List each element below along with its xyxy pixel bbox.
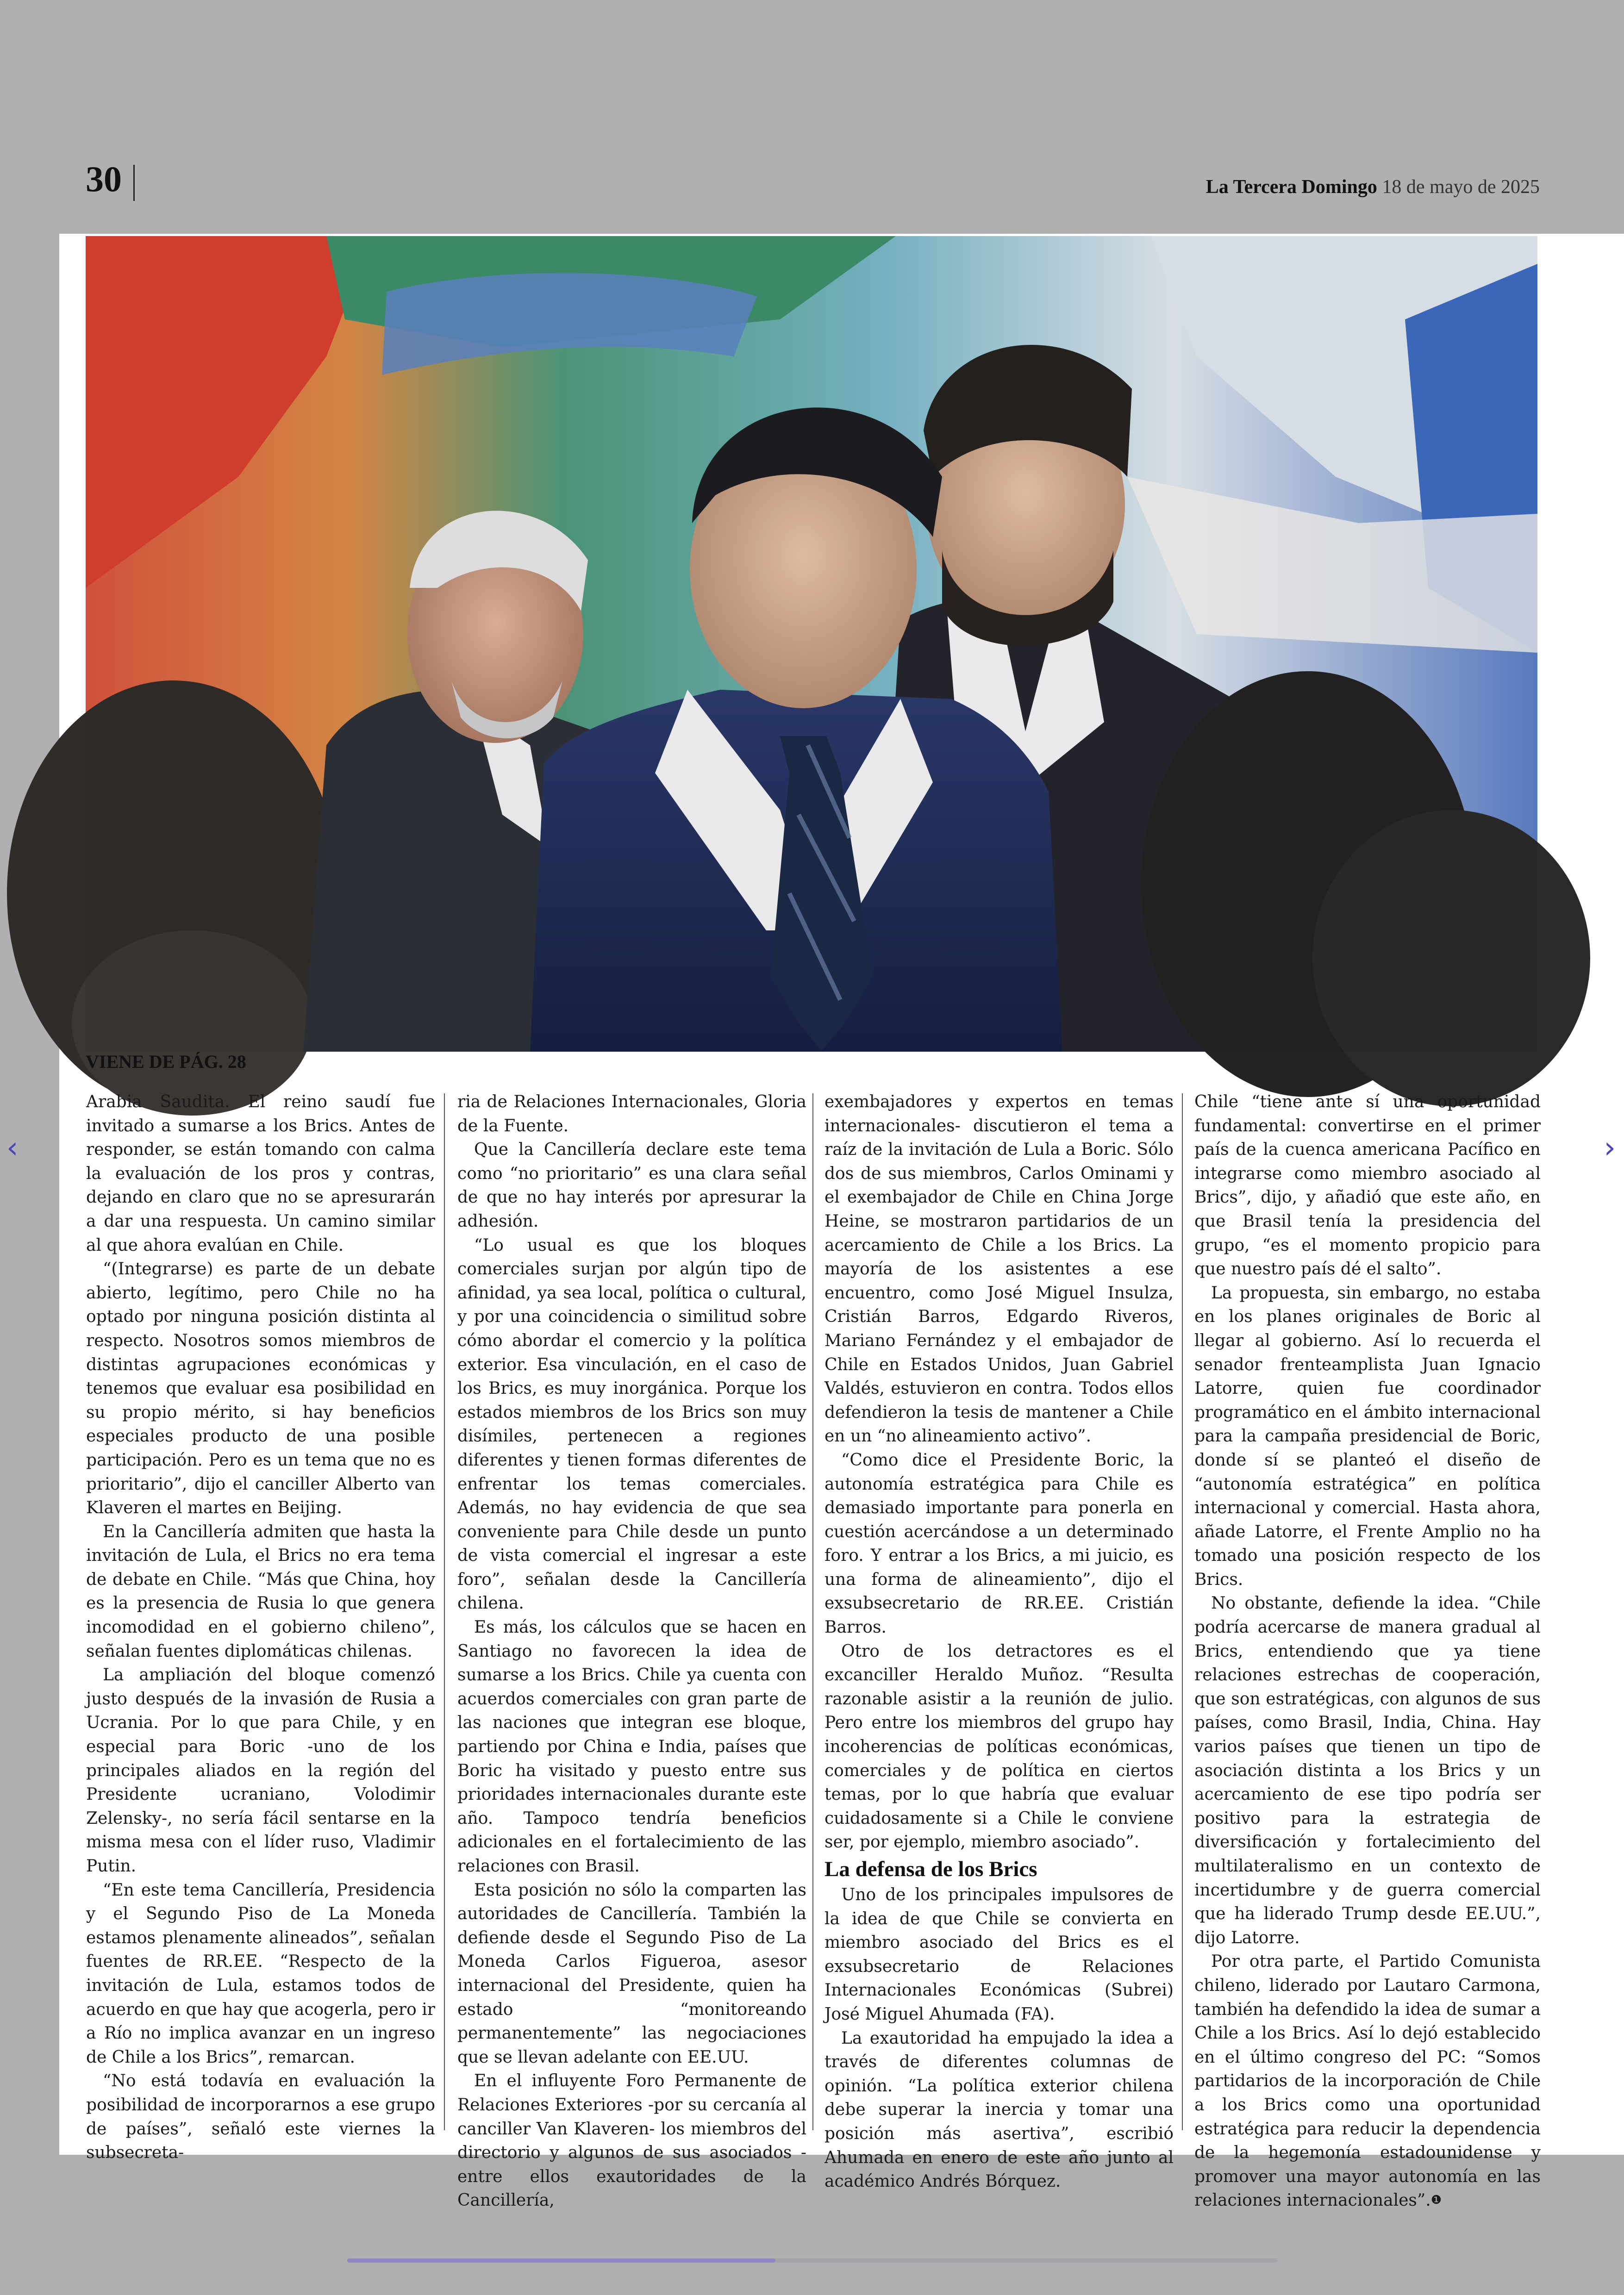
next-page-arrow-icon[interactable]: › [1604,1131,1616,1165]
article-paragraph: Esta posición no sólo la comparten las autoridades de Cancillería. También la defiende desde el Segundo Piso de La Moneda Carlos Figueroa, asesor internacional del Presidente, quien ha estado “monitoreando permanentemente” las negociaciones que se llevan adelante con EE.UU. [457,1880,806,2067]
article-paragraph: ria de Relaciones Internacionales, Gloria de la Fuente. [457,1092,806,1135]
column-divider [444,1093,445,2130]
article-paragraph: Chile “tiene ante sí una oportunidad fundamental: convertirse en el primer país de la cuenca americana Pacífico en integrarse como miembro asociado al Brics”, dijo, y añadió que este año, en que Brasil tenía la presidencia del grupo, “es el momento propicio para que nuestro país dé el salto”. [1194,1092,1541,1279]
column-divider [812,1093,813,2130]
article-paragraph: La exautoridad ha empujado la idea a través de diferentes columnas de opinión. “La política exterior chilena debe superar la inercia y tomar una posición más asertiva”, escribió Ahumada en enero de este año junto al académico Andrés Bórquez. [824,2028,1174,2191]
reading-progress-bar[interactable] [347,2258,1278,2263]
reading-progress-fill [347,2258,775,2263]
article-paragraph: Uno de los principales impulsores de la idea de que Chile se convierta en miembro asociado del Brics es el exsubsecretario de Relaciones Internacionales Económicas (Subrei) José Miguel Ahumada (FA). [824,1885,1174,2024]
article-column-4 [1194,1090,1541,2210]
article-paragraph [1194,1950,1541,2213]
previous-page-arrow-icon[interactable]: ‹ [6,1131,19,1165]
article-paragraph: En el influyente Foro Permanente de Relaciones Exteriores -por su cercanía al canciller Van Klaveren- los miembros del directorio y algunos de sus asociados -entre ellos exautoridades de la Cancillería, [457,2071,806,2210]
article-paragraph: Arabia Saudita. El reino saudí fue invitado a sumarse a los Brics. Antes de responder, se están tomando con calma la evaluación de los pros y contras, dejando en claro que no se apresurarán a dar una respuesta. Un camino similar al que ahora evalúan en Chile. [86,1092,435,1255]
article-paragraph: “En este tema Cancillería, Presidencia y el Segundo Piso de La Moneda estamos plenamente alineados”, señalan fuentes de RR.EE. “Respecto de la invitación de Lula, estamos todos de acuerdo en que hay que acogerla, pero ir a Río no implica avanzar en un ingreso de Chile a los Brics”, remarcan. [86,1880,435,2067]
article-paragraph: “Como dice el Presidente Boric, la autonomía estratégica para Chile es demasiado importante para ponerla en cuestión acercándose a un determinado foro. Y entrar a los Brics, a mi juicio, es una forma de alineamiento”, dijo el exsubsecretario de RR.EE. Cristián Barros. [824,1450,1174,1637]
article-column-2 [457,1090,806,2210]
article-paragraph-text: Por otra parte, el Partido Comunista chileno, liderado por Lautaro Carmona, también ha defendido la idea de sumar a Chile a los Brics. Así lo dejó establecido en el último congreso del PC: “Somos partidarios de la incorporación de Chile a los Brics como una oportunidad estratégica para reducir la dependencia de la hegemonía estadounidense y promover una mayor autonomía en las relaciones internacionales”. [1194,1952,1541,2210]
article-paragraph: La ampliación del bloque comenzó justo después de la invasión de Rusia a Ucrania. Por lo que para Chile, y en especial para Boric -uno de los principales aliados en la región del Presidente ucraniano, Volodimir Zelensky-, no sería fácil sentarse en la misma mesa con el líder ruso, Vladimir Putin. [86,1665,435,1876]
publication-header [1206,176,1540,198]
publication-date: 18 de mayo de 2025 [1382,176,1540,198]
news-photo [86,236,1537,1052]
article-paragraph: Que la Cancillería declare este tema como “no prioritario” es una clara señal de que no hay interés por apresurar la adhesión. [457,1140,806,1231]
article-paragraph: Es más, los cálculos que se hacen en Santiago no favorecen la idea de sumarse a los Brics. Chile ya cuenta con acuerdos comerciales con gran parte de las naciones que integran ese bloque, partiendo por China e India, países que Boric ha visitado y puesto entre sus prioridades internacionales durante este año. Tampoco tendría beneficios adicionales en el fortalecimiento de las relaciones con Brasil. [457,1618,806,1876]
page-number: 30 [86,159,122,199]
article-paragraph: No obstante, defiende la idea. “Chile podría acercarse de manera gradual al Brics, entendiendo que ya tiene relaciones estrechas de cooperación, que son estratégicas, con algunos de sus países, como Brasil, India, China. Hay varios países que tienen un tipo de asociación distinta a los Brics y un acercamiento de ese tipo podría ser positivo para la estrategia de diversificación y fortalecimiento del multilateralismo en un contexto de incertidumbre y de guerra comercial que ha liderado Trump desde EE.UU.”, dijo Latorre. [1194,1594,1541,1947]
article-column-1 [86,1090,435,2163]
article-paragraph: exembajadores y expertos en temas internacionales- discutieron el tema a raíz de la invitación de Lula a Boric. Sólo dos de sus miembros, Carlos Ominami y el exembajador de Chile en China Jorge Heine, se mostraron partidarios de un acercamiento de Chile a los Brics. La mayoría de los asistentes a ese encuentro, como José Miguel Insulza, Cristián Barros, Edgardo Riveros, Mariano Fernández y el embajador de Chile en Estados Unidos, Juan Gabriel Valdés, estuvieron en contra. Todos ellos defendieron la tesis de mantener a Chile en un “no alineamiento activo”. [824,1092,1174,1446]
article-paragraph: “Lo usual es que los bloques comerciales surjan por algún tipo de afinidad, ya sea local, política o cultural, y por una coincidencia o similitud sobre cómo abordar el comercio y la política exterior. Esa vinculación, en el caso de los Brics, es muy inorgánica. Porque los estados miembros de los Brics son muy disímiles, pertenecen a regiones diferentes y tienen formas diferentes de enfrentar los temas comerciales. Además, no hay evidencia de que sea conveniente para Chile desde un punto de vista comercial el ingresar a este foro”, señalan desde la Cancillería chilena. [457,1235,806,1613]
continuation-label: VIENE DE PÁG. 28 [86,1051,246,1072]
article-paragraph: En la Cancillería admiten que hasta la invitación de Lula, el Brics no era tema de debate en Chile. “Más que China, hoy es la presencia de Rusia lo que genera incomodidad en el gobierno chileno”, señalan fuentes diplomáticas chilenas. [86,1522,435,1661]
viewer-background [0,0,1624,234]
article-paragraph: Otro de los detractores es el excanciller Heraldo Muñoz. “Resulta razonable asistir a la reunión de julio. Pero entre los miembros del grupo hay incoherencias de políticas económicas, comerciales y de política en ciertos temas, por lo que habría que evaluar cuidadosamente si a Chile le conviene ser, por ejemplo, miembro asociado”. [824,1641,1174,1852]
section-subheading: La defensa de los Brics [824,1857,1037,1881]
article-paragraph: La propuesta, sin embargo, no estaba en los planes originales de Boric al llegar al gobierno. Así lo recuerda el senador frenteamplista Juan Ignacio Latorre, quien fue coordinador programático en el ámbito internacional para la campaña presidencial de Boric, donde sí se planteó el diseño de “autonomía estratégica” en política internacional y comercial. Hasta ahora, añade Latorre, el Frente Amplio no ha tomado una posición respecto de los Brics. [1194,1283,1541,1589]
article-column-3 [824,1090,1174,2191]
column-divider [1182,1093,1183,2130]
article-end-mark: ❶ [1430,2193,1442,2208]
article-paragraph: “(Integrarse) es parte de un debate abierto, legítimo, pero Chile no ha optado por ninguna posición distinta al respecto. Nosotros somos miembros de distintas agrupaciones económicas y tenemos que evaluar esa posibilidad en su propio mérito, si hay beneficios especiales producto de una posible participación. Pero es un tema que no es prioritario”, dijo el canciller Alberto van Klaveren el martes en Beijing. [86,1260,435,1518]
publication-name: La Tercera Domingo [1206,176,1377,198]
page-number-divider [133,165,135,201]
article-paragraph: “No está todavía en evaluación la posibilidad de incorporarnos a ese grupo de países”, señaló este viernes la subsecreta- [86,2071,435,2163]
